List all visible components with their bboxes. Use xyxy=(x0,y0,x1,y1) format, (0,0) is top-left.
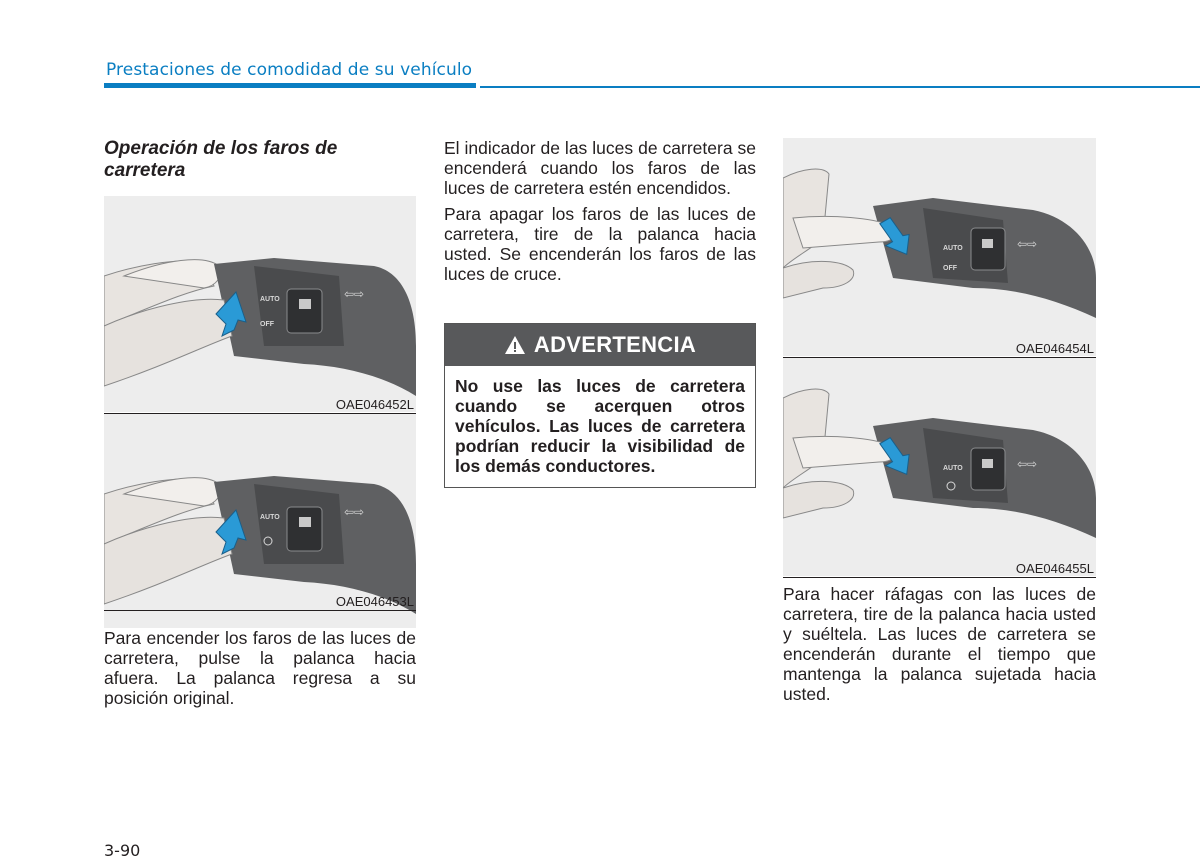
header-rule xyxy=(480,86,1200,88)
figure-type-b-pull xyxy=(783,358,1096,578)
auto-label: AUTO xyxy=(260,296,280,303)
svg-text:⇦⇨: ⇦⇨ xyxy=(1017,237,1038,251)
warning-triangle-icon xyxy=(504,335,526,355)
body-paragraph: Para encender los faros de las luces de carretera, pulse la palanca hacia afuera. La palanca regresa a su posición original. xyxy=(104,628,416,708)
figure-code: OAE046454L xyxy=(1015,341,1094,356)
auto-label: AUTO xyxy=(260,514,280,521)
body-paragraph: Para hacer ráfagas con las luces de carretera, tire de la palanca hacia usted y suéltela. Las luces de carretera se encenderán durante el tiempo que mantenga la palanca sujetada hacia usted. xyxy=(783,584,1096,704)
figure-type-a-push xyxy=(104,196,416,426)
figure-rule xyxy=(104,610,416,611)
svg-text:⇦⇨: ⇦⇨ xyxy=(344,287,365,301)
lever-pull-illustration xyxy=(783,358,1096,576)
figure-type-b-push xyxy=(104,414,416,630)
warning-box xyxy=(444,323,756,488)
svg-text:⇦⇨: ⇦⇨ xyxy=(1017,457,1038,471)
page-header-title: Prestaciones de comodidad de su vehículo xyxy=(106,60,473,80)
figure-code: OAE046452L xyxy=(335,397,414,412)
figure-code: OAE046453L xyxy=(335,594,414,609)
column-middle xyxy=(444,138,756,284)
off-label: OFF xyxy=(260,321,274,328)
body-paragraph: El indicador de las luces de carretera se encenderá cuando los faros de las luces de carretera estén encendidos. xyxy=(444,138,756,198)
body-paragraph: Para apagar los faros de las luces de carretera, tire de la palanca hacia usted. Se encenderán los faros de las luces de cruce. xyxy=(444,204,756,284)
figure-image xyxy=(783,358,1096,576)
auto-label: AUTO xyxy=(943,465,963,472)
page-number: 3-90 xyxy=(104,841,141,860)
lever-pull-illustration xyxy=(783,138,1096,356)
off-label: OFF xyxy=(943,265,957,272)
svg-text:⇦⇨: ⇦⇨ xyxy=(344,505,365,519)
figure-rule xyxy=(783,577,1096,578)
figure-image xyxy=(783,138,1096,356)
figure-code: OAE046455L xyxy=(1015,561,1094,576)
lever-push-illustration xyxy=(104,196,416,412)
figure-type-a-pull xyxy=(783,138,1096,358)
header-accent-bar xyxy=(104,83,476,88)
figure-image xyxy=(104,196,416,412)
warning-text: No use las luces de carretera cuando se acerquen otros vehículos. Las luces de carretera podrían reducir la visibilidad de los demás conductores. xyxy=(455,376,745,476)
auto-label: AUTO xyxy=(943,245,963,252)
section-title: Operación de los faros de carretera xyxy=(104,138,338,181)
column-right xyxy=(783,138,1096,704)
column-left xyxy=(104,138,416,708)
warning-header xyxy=(445,324,755,366)
warning-title: ADVERTENCIA xyxy=(533,332,697,357)
